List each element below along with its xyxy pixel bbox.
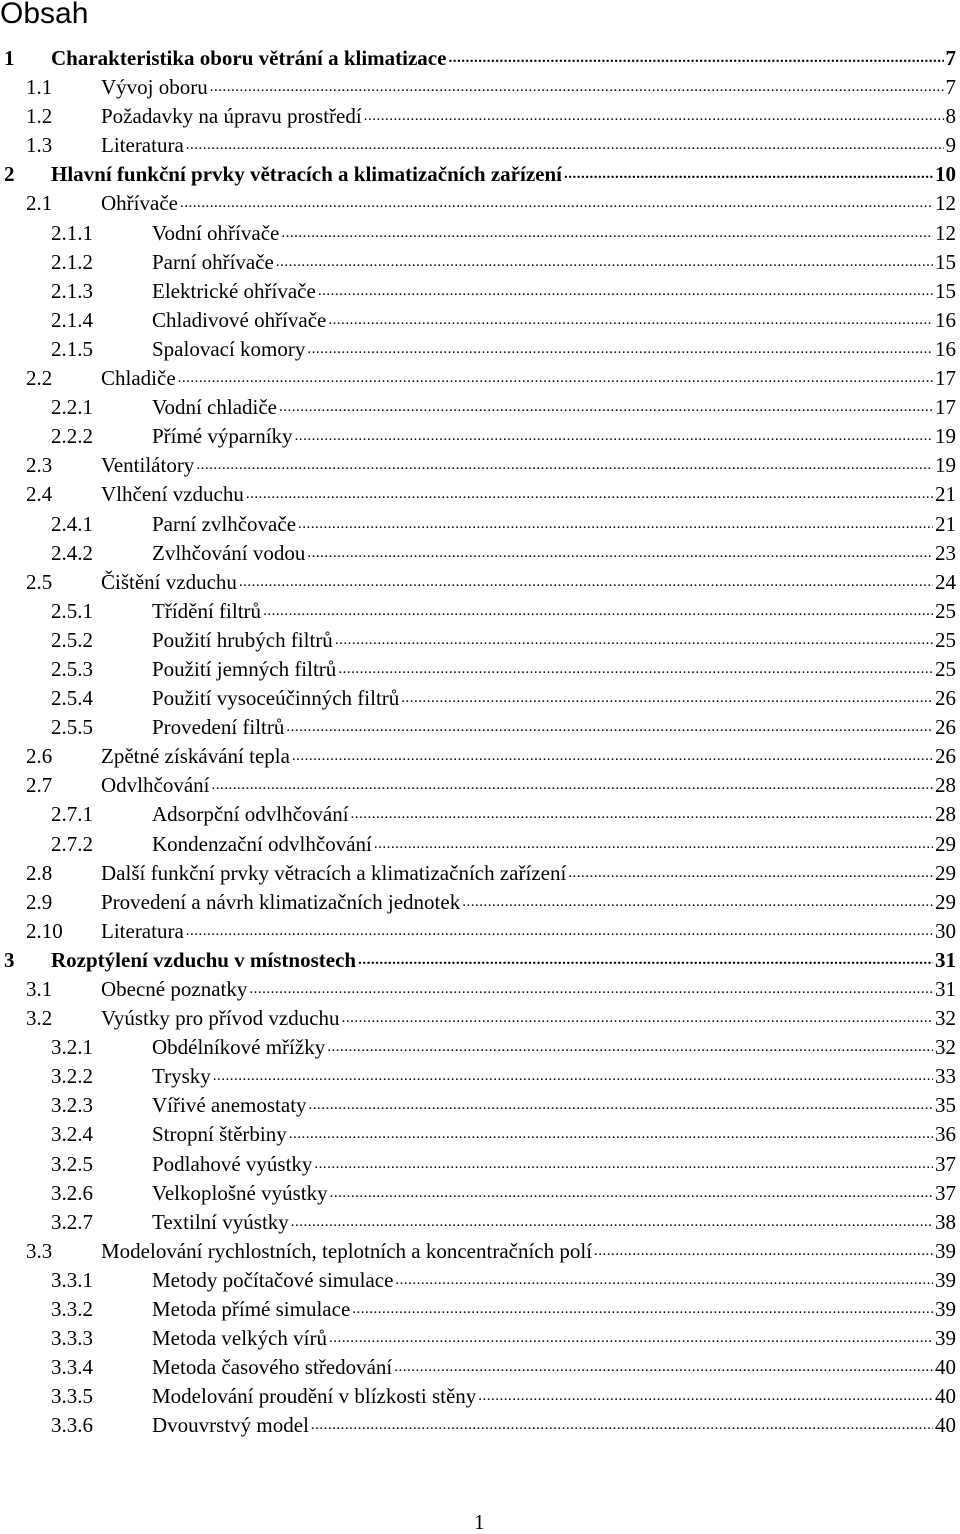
toc-entry-page: 10 [935, 162, 956, 187]
toc-entry-label: Rozptýlení vzduchu v místnostech [51, 946, 356, 975]
toc-entry[interactable] [0, 277, 960, 306]
toc-dot-leader [184, 131, 944, 160]
toc-entry-page: 40 [935, 1413, 956, 1438]
toc-entry-number: 2.9 [26, 889, 53, 914]
toc-entry-number: 2.1 [26, 191, 53, 216]
toc-entry[interactable] [0, 1382, 960, 1411]
toc-entry-number: 2.7.1 [51, 802, 93, 827]
toc-entry[interactable] [0, 189, 960, 218]
toc-dot-leader [247, 975, 933, 1004]
toc-entry-number: 2.6 [26, 744, 53, 769]
toc-entry-body [101, 771, 956, 800]
toc-entry-number: 2.5 [26, 569, 53, 594]
toc-entry-label: Použití vysoceúčinných filtrů [152, 684, 399, 713]
toc-dot-leader [372, 830, 933, 859]
toc-entry[interactable] [0, 1091, 960, 1120]
toc-entry-body [152, 510, 956, 539]
toc-entry-page: 28 [935, 773, 956, 798]
toc-entry[interactable] [0, 1179, 960, 1208]
toc-dot-leader [336, 655, 933, 684]
toc-entry-page: 38 [935, 1209, 956, 1234]
toc-entry-number: 3.3.4 [51, 1355, 93, 1380]
toc-entry-label: Vířivé anemostaty [152, 1091, 307, 1120]
toc-entry-label: Použití hrubých filtrů [152, 626, 333, 655]
toc-entry-body [51, 160, 956, 189]
toc-entry-label: Vyústky pro přívod vzduchu [101, 1004, 340, 1033]
toc-entry-page: 12 [935, 220, 956, 245]
toc-entry[interactable] [0, 1411, 960, 1440]
toc-entry-page: 33 [935, 1064, 956, 1089]
toc-entry-body [152, 248, 956, 277]
toc-entry-page: 36 [935, 1122, 956, 1147]
toc-entry-page: 31 [935, 977, 956, 1001]
toc-entry-page: 37 [935, 1180, 956, 1205]
toc-entry-label: Provedení a návrh klimatizačních jednotek [101, 888, 460, 917]
toc-entry-number: 3.3.5 [51, 1384, 93, 1409]
toc-entry-body [51, 44, 956, 73]
toc-entry-number: 3.3.1 [51, 1267, 93, 1292]
toc-entry-body [101, 975, 956, 1004]
toc-entry[interactable] [0, 626, 960, 655]
toc-entry-body [152, 626, 956, 655]
toc-entry-page: 8 [945, 104, 956, 129]
toc-entry-number: 3.2.4 [51, 1122, 93, 1147]
toc-entry-page: 37 [935, 1151, 956, 1176]
toc-entry-body [101, 189, 956, 218]
toc-dot-leader [592, 1237, 933, 1266]
toc-entry[interactable] [0, 1120, 960, 1149]
toc-entry-label: Metoda přímé simulace [152, 1295, 350, 1324]
toc-entry[interactable] [0, 1237, 960, 1266]
toc-entry[interactable] [0, 742, 960, 771]
toc-entry-label: Chladiče [101, 364, 176, 393]
toc-entry[interactable] [0, 771, 960, 800]
toc-entry[interactable] [0, 1353, 960, 1382]
toc-entry-page: 12 [935, 191, 956, 216]
toc-entry-label: Vodní chladiče [152, 393, 277, 422]
toc-entry-label: Další funkční prvky větracích a klimatizačních zařízení [101, 859, 566, 888]
toc-entry-body [101, 451, 956, 480]
toc-entry-number: 3.1 [26, 977, 53, 1001]
toc-entry-body [152, 422, 956, 451]
toc-entry[interactable] [0, 393, 960, 422]
toc-entry-number: 3.2.2 [51, 1064, 93, 1089]
toc-entry-page: 25 [935, 656, 956, 681]
toc-entry-number: 2.1.3 [51, 278, 93, 303]
toc-entry-number: 2.4 [26, 482, 53, 507]
toc-entry-body [152, 1062, 956, 1091]
toc-entry[interactable] [0, 1062, 960, 1091]
toc-entry-body [101, 568, 956, 597]
toc-entry-number: 1 [4, 46, 15, 70]
toc-entry-label: Textilní vyústky [152, 1208, 289, 1237]
toc-entry-body [101, 480, 956, 509]
toc-entry[interactable] [0, 859, 960, 888]
toc-entry[interactable] [0, 830, 960, 859]
toc-entry[interactable] [0, 364, 960, 393]
toc-entry-body [152, 713, 956, 742]
toc-entry-body [152, 1382, 956, 1411]
toc-entry-page: 39 [935, 1326, 956, 1351]
toc-entry-label: Vodní ohřívače [152, 219, 279, 248]
toc-entry-body [51, 946, 956, 975]
toc-entry-page: 31 [935, 947, 956, 972]
toc-entry-body [101, 102, 956, 131]
toc-dot-leader [362, 102, 944, 131]
toc-entry[interactable] [0, 422, 960, 451]
toc-entry-number: 2.2.2 [51, 424, 93, 449]
toc-entry-label: Čištění vzduchu [101, 568, 237, 597]
toc-entry-number: 3.2.6 [51, 1180, 93, 1205]
toc-entry-label: Přímé výparníky [152, 422, 293, 451]
toc-entry-page: 7 [945, 46, 956, 70]
toc-entry-page: 40 [935, 1384, 956, 1409]
toc-dot-leader [209, 771, 933, 800]
toc-entry-body [152, 539, 956, 568]
toc-entry-label: Obdélníkové mřížky [152, 1033, 325, 1062]
toc-entry-label: Elektrické ohřívače [152, 277, 316, 306]
toc-entry-label: Použití jemných filtrů [152, 655, 336, 684]
toc-dot-leader [305, 539, 933, 568]
toc-entry-number: 3.2.5 [51, 1151, 93, 1176]
toc-entry-body [152, 1324, 956, 1353]
toc-entry-number: 2.2 [26, 366, 53, 391]
toc-entry-body [152, 1353, 956, 1382]
toc-entry[interactable] [0, 568, 960, 597]
toc-dot-leader [305, 335, 933, 364]
toc-entry-page: 32 [935, 1035, 956, 1060]
toc-entry[interactable] [0, 1004, 960, 1033]
toc-entry-number: 2.7 [26, 773, 53, 798]
toc-entry-label: Vlhčení vzduchu [101, 480, 244, 509]
toc-entry-body [152, 277, 956, 306]
toc-dot-leader [194, 451, 933, 480]
toc-entry-number: 3.2.1 [51, 1035, 93, 1060]
toc-entry[interactable] [0, 800, 960, 829]
toc-entry-body [152, 1295, 956, 1324]
toc-entry-body [152, 1091, 956, 1120]
toc-entry-label: Zvlhčování vodou [152, 539, 305, 568]
toc-entry-page: 29 [935, 889, 956, 914]
toc-entry[interactable] [0, 451, 960, 480]
toc-entry[interactable] [0, 975, 960, 1004]
toc-entry-label: Stropní štěrbiny [152, 1120, 287, 1149]
toc-entry-number: 2.1.5 [51, 336, 93, 361]
toc-entry-number: 2.5.5 [51, 715, 93, 740]
toc-dot-leader [316, 277, 933, 306]
toc-entry-page: 16 [935, 307, 956, 332]
toc-dot-leader [328, 1179, 933, 1208]
toc-entry-label: Požadavky na úpravu prostředí [101, 102, 362, 131]
toc-dot-leader [476, 1382, 933, 1411]
toc-entry-label: Hlavní funkční prvky větracích a klimatizačních zařízení [51, 160, 562, 189]
toc-entry-page: 9 [945, 133, 956, 158]
toc-entry-page: 28 [935, 802, 956, 827]
toc-entry-body [152, 830, 956, 859]
toc-entry-label: Literatura [101, 131, 184, 160]
toc-entry[interactable] [0, 248, 960, 277]
toc-entry-page: 40 [935, 1355, 956, 1380]
toc-entry-page: 26 [935, 715, 956, 740]
page-title: Obsah [0, 0, 89, 30]
toc-entry-page: 24 [935, 569, 956, 594]
toc-entry-label: Charakteristika oboru větrání a klimatizace [51, 44, 446, 73]
toc-entry-label: Modelování rychlostních, teplotních a koncentračních polí [101, 1237, 592, 1266]
toc-entry-label: Trysky [152, 1062, 211, 1091]
toc-dot-leader [289, 1208, 933, 1237]
toc-dot-leader [392, 1353, 933, 1382]
toc-entry[interactable] [0, 219, 960, 248]
toc-entry-body [152, 335, 956, 364]
toc-entry-number: 2.5.1 [51, 598, 93, 623]
toc-entry-body [152, 1208, 956, 1237]
toc-dot-leader [393, 1266, 933, 1295]
toc-dot-leader [261, 597, 933, 626]
toc-entry-page: 21 [935, 482, 956, 507]
toc-entry-number: 3.3 [26, 1238, 53, 1263]
toc-dot-leader [325, 1033, 933, 1062]
toc-entry-number: 1.3 [26, 133, 53, 158]
toc-entry-page: 7 [945, 75, 956, 100]
toc-entry-number: 2.5.2 [51, 627, 93, 652]
toc-entry-label: Literatura [101, 917, 184, 946]
toc-entry-label: Třídění filtrů [152, 597, 261, 626]
toc-dot-leader [307, 1091, 933, 1120]
toc-entry-number: 3 [4, 947, 15, 972]
toc-entry[interactable] [0, 73, 960, 102]
toc-entry-page: 23 [935, 540, 956, 565]
toc-entry-body [152, 655, 956, 684]
toc-entry-number: 2.10 [26, 918, 63, 943]
toc-entry-label: Modelování proudění v blízkosti stěny [152, 1382, 476, 1411]
toc-dot-leader [460, 888, 933, 917]
toc-entry[interactable] [0, 44, 960, 73]
toc-entry-page: 35 [935, 1093, 956, 1118]
toc-entry-label: Chladivové ohřívače [152, 306, 326, 335]
toc-entry-number: 1.2 [26, 104, 53, 129]
toc-entry-number: 3.3.3 [51, 1326, 93, 1351]
toc-entry-page: 17 [935, 395, 956, 420]
toc-entry-page: 29 [935, 831, 956, 856]
toc-entry-page: 29 [935, 860, 956, 885]
toc-entry-page: 26 [935, 744, 956, 769]
toc-entry[interactable] [0, 1266, 960, 1295]
toc-entry-number: 3.3.2 [51, 1297, 93, 1322]
toc-entry[interactable] [0, 917, 960, 946]
toc-dot-leader [279, 219, 933, 248]
toc-entry-page: 19 [935, 453, 956, 478]
toc-entry-page: 25 [935, 627, 956, 652]
toc-entry-label: Odvlhčování [101, 771, 209, 800]
toc-entry[interactable] [0, 539, 960, 568]
toc-entry-label: Obecné poznatky [101, 975, 247, 1004]
toc-dot-leader [290, 742, 933, 771]
toc-entry-body [152, 1033, 956, 1062]
toc-entry-number: 2.4.2 [51, 540, 93, 565]
toc-entry-label: Ventilátory [101, 451, 194, 480]
toc-dot-leader [327, 1324, 933, 1353]
toc-entry[interactable] [0, 684, 960, 713]
page-number: 1 [474, 1510, 485, 1534]
toc-entry-label: Vývoj oboru [101, 73, 208, 102]
toc-entry-body [152, 1120, 956, 1149]
toc-entry-label: Podlahové vyústky [152, 1150, 312, 1179]
toc-dot-leader [312, 1150, 933, 1179]
toc-entry[interactable] [0, 131, 960, 160]
toc-entry[interactable] [0, 1295, 960, 1324]
toc-entry[interactable] [0, 946, 960, 975]
toc-entry[interactable] [0, 655, 960, 684]
toc-dot-leader [340, 1004, 933, 1033]
toc-entry-label: Adsorpční odvlhčování [152, 800, 349, 829]
toc-entry-body [152, 219, 956, 248]
toc-entry-body [101, 73, 956, 102]
toc-entry-body [101, 742, 956, 771]
toc-entry-label: Metody počítačové simulace [152, 1266, 393, 1295]
toc-entry-label: Dvouvrstvý model [152, 1411, 309, 1440]
toc-entry[interactable] [0, 597, 960, 626]
toc-entry-page: 32 [935, 1006, 956, 1031]
toc-dot-leader [350, 1295, 933, 1324]
toc-entry[interactable] [0, 510, 960, 539]
toc-dot-leader [333, 626, 933, 655]
toc-entry-number: 3.3.6 [51, 1413, 93, 1438]
toc-entry-number: 2.1.4 [51, 307, 93, 332]
toc-entry-page: 26 [935, 686, 956, 711]
toc-entry-page: 19 [935, 424, 956, 449]
toc-entry-label: Parní zvlhčovače [152, 510, 296, 539]
toc-dot-leader [284, 713, 933, 742]
toc-entry-body [152, 800, 956, 829]
table-of-contents [0, 44, 960, 1441]
toc-entry-body [101, 364, 956, 393]
toc-entry-number: 2.5.3 [51, 656, 93, 681]
toc-entry-page: 15 [935, 249, 956, 274]
toc-dot-leader [176, 364, 933, 393]
toc-entry-page: 21 [935, 511, 956, 536]
toc-entry-page: 39 [935, 1267, 956, 1292]
toc-entry-body [101, 917, 956, 946]
toc-entry-body [152, 684, 956, 713]
toc-entry[interactable] [0, 1324, 960, 1353]
toc-entry-number: 2.8 [26, 860, 53, 885]
toc-entry-body [152, 597, 956, 626]
toc-dot-leader [446, 44, 943, 73]
toc-entry-number: 3.2 [26, 1006, 53, 1031]
toc-dot-leader [309, 1411, 933, 1440]
toc-entry-body [152, 393, 956, 422]
toc-entry-number: 2.7.2 [51, 831, 93, 856]
toc-dot-leader [244, 480, 933, 509]
toc-entry-body [101, 888, 956, 917]
toc-entry-body [152, 306, 956, 335]
toc-entry-body [101, 1004, 956, 1033]
toc-entry-page: 30 [935, 918, 956, 943]
toc-entry-label: Zpětné získávání tepla [101, 742, 290, 771]
toc-entry-number: 2.1.2 [51, 249, 93, 274]
toc-entry-number: 2.5.4 [51, 686, 93, 711]
toc-entry-label: Ohřívače [101, 189, 178, 218]
toc-entry-page: 16 [935, 336, 956, 361]
toc-entry-number: 2.2.1 [51, 395, 93, 420]
toc-entry[interactable] [0, 102, 960, 131]
toc-entry[interactable] [0, 160, 960, 189]
toc-dot-leader [178, 189, 933, 218]
toc-entry-number: 2 [4, 162, 15, 187]
toc-dot-leader [296, 510, 933, 539]
toc-entry-label: Kondenzační odvlhčování [152, 830, 372, 859]
toc-entry-body [101, 859, 956, 888]
toc-entry-label: Velkoplošné vyústky [152, 1179, 328, 1208]
toc-entry-body [152, 1150, 956, 1179]
toc-dot-leader [208, 73, 944, 102]
toc-entry-page: 39 [935, 1238, 956, 1263]
toc-entry-label: Provedení filtrů [152, 713, 284, 742]
toc-entry[interactable] [0, 306, 960, 335]
toc-entry-number: 2.4.1 [51, 511, 93, 536]
toc-dot-leader [326, 306, 933, 335]
toc-entry-label: Metoda velkých vírů [152, 1324, 327, 1353]
toc-dot-leader [277, 393, 933, 422]
toc-entry[interactable] [0, 335, 960, 364]
toc-entry-label: Metoda časového středování [152, 1353, 392, 1382]
toc-entry-page: 39 [935, 1297, 956, 1322]
toc-entry-body [101, 1237, 956, 1266]
toc-dot-leader [287, 1120, 933, 1149]
toc-entry[interactable] [0, 480, 960, 509]
toc-entry-label: Parní ohřívače [152, 248, 274, 277]
toc-dot-leader [293, 422, 933, 451]
toc-entry-body [152, 1411, 956, 1440]
toc-entry-label: Spalovací komory [152, 335, 305, 364]
toc-entry[interactable] [0, 888, 960, 917]
toc-entry[interactable] [0, 1208, 960, 1237]
toc-entry[interactable] [0, 1150, 960, 1179]
toc-entry-body [152, 1179, 956, 1208]
toc-entry-number: 3.2.7 [51, 1209, 93, 1234]
toc-dot-leader [566, 859, 933, 888]
toc-entry-number: 2.1.1 [51, 220, 93, 245]
toc-dot-leader [356, 946, 933, 975]
toc-entry-body [152, 1266, 956, 1295]
toc-entry-page: 25 [935, 598, 956, 623]
toc-entry-body [101, 131, 956, 160]
toc-entry-number: 3.2.3 [51, 1093, 93, 1118]
toc-dot-leader [349, 800, 933, 829]
toc-dot-leader [399, 684, 933, 713]
toc-dot-leader [211, 1062, 933, 1091]
toc-dot-leader [237, 568, 933, 597]
toc-entry-page: 15 [935, 278, 956, 303]
toc-dot-leader [562, 160, 933, 189]
toc-entry-page: 17 [935, 366, 956, 391]
toc-entry-number: 1.1 [26, 75, 53, 100]
toc-dot-leader [274, 248, 933, 277]
toc-dot-leader [184, 917, 933, 946]
toc-entry[interactable] [0, 713, 960, 742]
toc-entry[interactable] [0, 1033, 960, 1062]
toc-entry-number: 2.3 [26, 453, 53, 478]
